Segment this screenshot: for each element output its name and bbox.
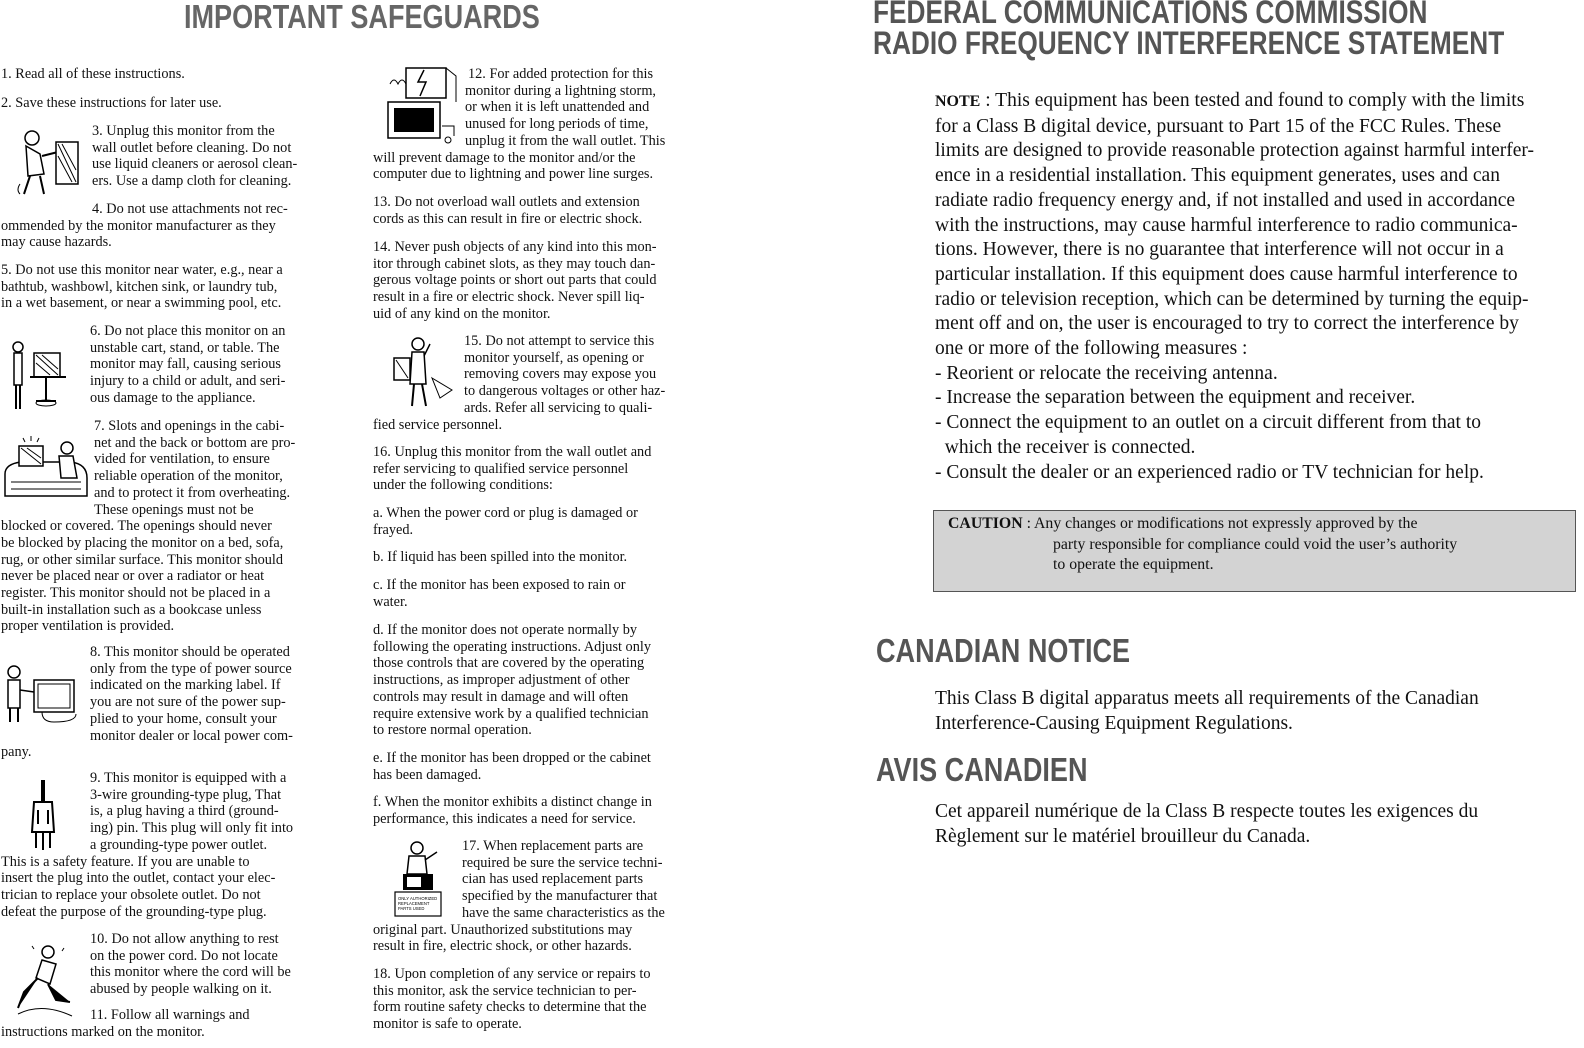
item-13: 13. Do not overload wall outlets and extension cords as this can result in fire or electric shock. [373, 194, 643, 227]
item-16a: a. When the power cord or plug is damaged or frayed. [373, 505, 638, 538]
item-11: 11. Follow all warnings and instructions marked on the monitor. [1, 1007, 250, 1040]
item-15: 15. Do not attempt to service this monitor yourself, as opening or removing covers may expose you to dangerous voltages or other haz- ards. Refer all servicing to quali- fied service personnel. [373, 333, 666, 433]
canadian-notice-text: This Class B digital apparatus meets all requirements of the Canadian Interference-Causing Equipment Regulations. [935, 688, 1479, 734]
man-unplugging-illustration [6, 126, 82, 202]
caution-text: CAUTION : Any changes or modifications not expressly approved by the party responsible for compliance could void the user’s authority to operate the equipment. [948, 515, 1458, 573]
item-16e: e. If the monitor has been dropped or the cabinet has been damaged. [373, 750, 651, 783]
caution-box [933, 510, 1576, 592]
item-16d: d. If the monitor does not operate normally by following the operating instructions. Adjust only those controls that are covered by the operating instructions, as improper adjustment of other controls may result in damage and will often require extensive work by a qualified technician to restore normal operation. [373, 622, 651, 739]
item-2: 2. Save these instructions for later use. [1, 95, 222, 111]
item-16c: c. If the monitor has been exposed to rain or water. [373, 577, 626, 610]
avis-canadien-title: AVIS CANADIEN [876, 751, 1088, 788]
item-14: 14. Never push objects of any kind into this mon- itor through cabinet slots, as they may touch dan- gerous voltage points or short out parts that could result in a fire or electric shock. Never spill liq- uid of any kind on the monitor. [373, 239, 657, 322]
item-8: 8. This monitor should be operated only from the type of power source indicated on the marking label. If you are not sure of the power sup- plied to your home, consult your monitor dealer or local power com- pany. [1, 644, 293, 761]
avis-canadien-text: Cet appareil numérique de la Class B respecte toutes les exigences du Règlement sur le matériel brouilleur du Canada. [935, 801, 1479, 847]
item-16b: b. If liquid has been spilled into the monitor. [373, 549, 628, 565]
item-7: 7. Slots and openings in the cabi- net and the back or bottom are pro- vided for ventilation, to ensure reliable operation of the monitor, and to protect it from overheating. These openings must not be blocked or covered. The openings should never be blocked by placing the monitor on a bed, sofa, rug, or other similar surface. This monitor should never be placed near or over a radiator or heat register. This monitor should not be placed in a built-in installation such as a bookcase unless proper ventilation is provided. [1, 418, 296, 635]
note-label: NOTE [935, 93, 981, 110]
canadian-notice-title: CANADIAN NOTICE [876, 632, 1131, 669]
item-17: 17. When replacement parts are required be sure the service techni- cian has used replacement parts specified by the manufacturer that have the same characteristics as the original part. Unauthorized substitutions may result in fire, electric shock, or other hazards. [373, 838, 665, 955]
important-safeguards-title: IMPORTANT SAFEGUARDS [184, 0, 540, 35]
item-18: 18. Upon completion of any service or repairs to this monitor, ask the service technician to per- form routine safety checks to determine that the monitor is safe to operate. [373, 966, 651, 1033]
item-16f: f. When the monitor exhibits a distinct change in performance, this indicates a need for service. [373, 794, 652, 827]
caution-label: CAUTION [948, 515, 1023, 532]
item-9: 9. This monitor is equipped with a 3-wire grounding-type plug, That is, a plug having a third (ground- ing) pin. This plug will only fit into a grounding-type power outlet. This is a safety feature. If you are unable to insert the plug into the outlet, contact your elec- trician to replace your obsolete outlet. Do not defeat the purpose of the grounding-type plug. [1, 770, 294, 920]
fcc-title: FEDERAL COMMUNICATIONS COMMISSION RADIO FREQUENCY INTERFERENCE STATEMENT [873, 0, 1505, 61]
fcc-note: NOTE : This equipment has been tested and found to comply with the limits for a Class B digital device, pursuant to Part 15 of the FCC Rules. These limits are designed to provide reasonable protection against harmful interfer- ence in a residential installation. This equipment generates, uses and can radiate radio frequency energy and, if not installed and used in accordance with the instructions, may cause harmful interference to radio communica- tions. However, there is no guarantee that interference will not occur in a particular installation. If this equipment does cause harmful interference to radio or television reception, which can be determined by turning the equip- ment off and on, the user is encouraged to try to correct the interference by one or more of the following measures : - Reorient or relocate the receiving antenna. - Increase the separation between the equipment and receiver. - Connect the equipment to an outlet on a circuit different from that to which the receiver is connected. - Consult the dealer or an experienced radio or TV technician for help. [935, 90, 1535, 483]
item-5: 5. Do not use this monitor near water, e.g., near a bathtub, washbowl, kitchen sink, or laundry tub, in a wet basement, or near a swimming pool, etc. [1, 262, 283, 312]
item-3: 3. Unplug this monitor from the wall outlet before cleaning. Do not use liquid cleaners or aerosol clean- ers. Use a damp cloth for cleaning. [92, 123, 298, 190]
item-4: 4. Do not use attachments not rec- ommended by the monitor manufacturer as they may cause hazards. [1, 201, 288, 251]
item-16: 16. Unplug this monitor from the wall outlet and refer servicing to qualified service personnel under the following conditions: [373, 444, 652, 494]
item-1: 1. Read all of these instructions. [1, 66, 185, 82]
monitor-on-cart-illustration [8, 337, 70, 415]
replacement-parts-card-text: ONLY AUTHORIZED REPLACEMENT PARTS USED [398, 896, 438, 911]
item-12: 12. For added protection for this monitor during a lightning storm, or when it is left unattended and unused for long periods of time, unplug it from the wall outlet. This will prevent damage to the monitor and/or the computer due to lightning and power line surges. [373, 66, 666, 183]
item-6: 6. Do not place this monitor on an unstable cart, stand, or table. The monitor may fall, causing serious injury to a child or adult, and seri- ous damage to the appliance. [90, 323, 286, 406]
item-10: 10. Do not allow anything to rest on the power cord. Do not locate this monitor where the cord will be abused by people walking on it. [90, 931, 291, 998]
